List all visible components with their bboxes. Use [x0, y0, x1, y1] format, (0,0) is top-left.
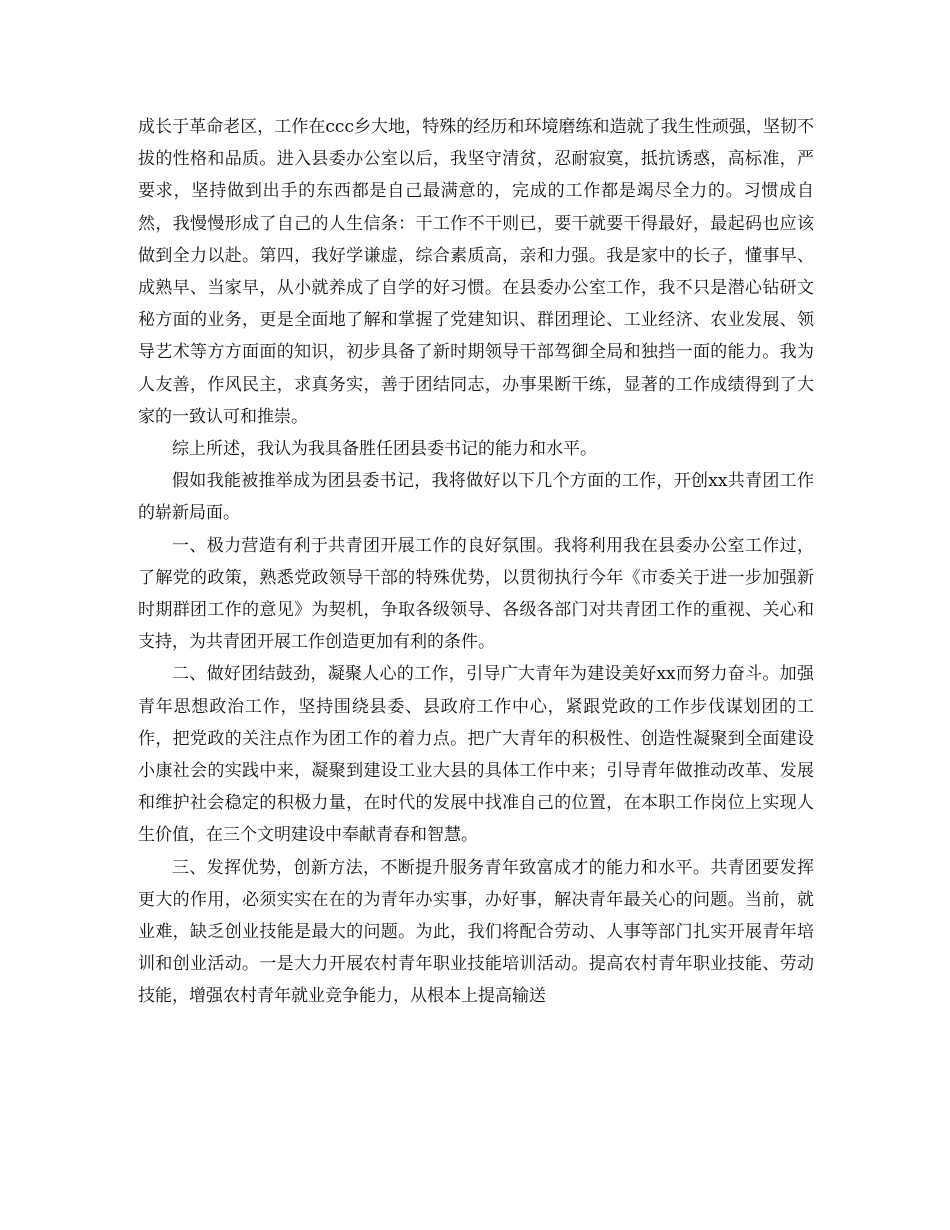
paragraph-3: 假如我能被推举成为团县委书记，我将做好以下几个方面的工作，开创xx共青团工作的崭新局面。: [138, 471, 814, 524]
paragraph-4: 一、极力营造有利于共青团开展工作的良好氛围。我将利用我在县委办公室工作过，了解党的政策，熟悉党政领导干部的特殊优势，以贯彻执行今年《市委关于进一步加强新时期群团工作的意见》为契机，争取各级领导、各级各部门对共青团工作的重视、关心和支持，为共青团开展工作创造更加有利的条件。: [138, 535, 814, 653]
paragraph-2: 综上所述，我认为我具备胜任团县委书记的能力和水平。: [172, 439, 597, 460]
paragraph-6: 三、发挥优势，创新方法，不断提升服务青年致富成才的能力和水平。共青团要发挥更大的作用，必须实实在在的为青年办实事，办好事，解决青年最关心的问题。当前，就业难，缺乏创业技能是最大的问题。为此，我们将配合劳动、人事等部门扎实开展青年培训和创业活动。一是大力开展农村青年职业技能培训活动。提高农村青年职业技能、劳动技能，增强农村青年就业竞争能力，从根本上提高输送: [138, 857, 814, 1007]
document-body: [138, 111, 814, 1013]
paragraph-5: 二、做好团结鼓劲，凝聚人心的工作，引导广大青年为建设美好xx而努力奋斗。加强青年思想政治工作，坚持围绕县委、县政府工作中心，紧跟党政的工作步伐谋划团的工作，把党政的关注点作为团工作的着力点。把广大青年的积极性、创造性凝聚到全面建设小康社会的实践中来，凝聚到建设工业大县的具体工作中来；引导青年做推动改革、发展和维护社会稳定的积极力量，在时代的发展中找准自己的位置，在本职工作岗位上实现人生价值，在三个文明建设中奉献青春和智慧。: [138, 664, 814, 846]
paragraph-1: 成长于革命老区，工作在ccc乡大地，特殊的经历和环境磨练和造就了我生性顽强，坚韧不拔的性格和品质。进入县委办公室以后，我坚守清贫，忍耐寂寞，抵抗诱惑，高标准，严要求，坚持做到出手的东西都是自己最满意的，完成的工作都是竭尽全力的。习惯成自然，我慢慢形成了自己的人生信条：干工作不干则已，要干就要干得最好，最起码也应该做到全力以赴。第四，我好学谦虚，综合素质高，亲和力强。我是家中的长子，懂事早、成熟早、当家早，从小就养成了自学的好习惯。在县委办公室工作，我不只是潜心钻研文秘方面的业务，更是全面地了解和掌握了党建知识、群团理论、工业经济、农业发展、领导艺术等方方面面的知识，初步具备了新时期领导干部驾御全局和独挡一面的能力。我为人友善，作风民主，求真务实，善于团结同志，办事果断干练，显著的工作成绩得到了大家的一致认可和推崇。: [138, 117, 814, 427]
